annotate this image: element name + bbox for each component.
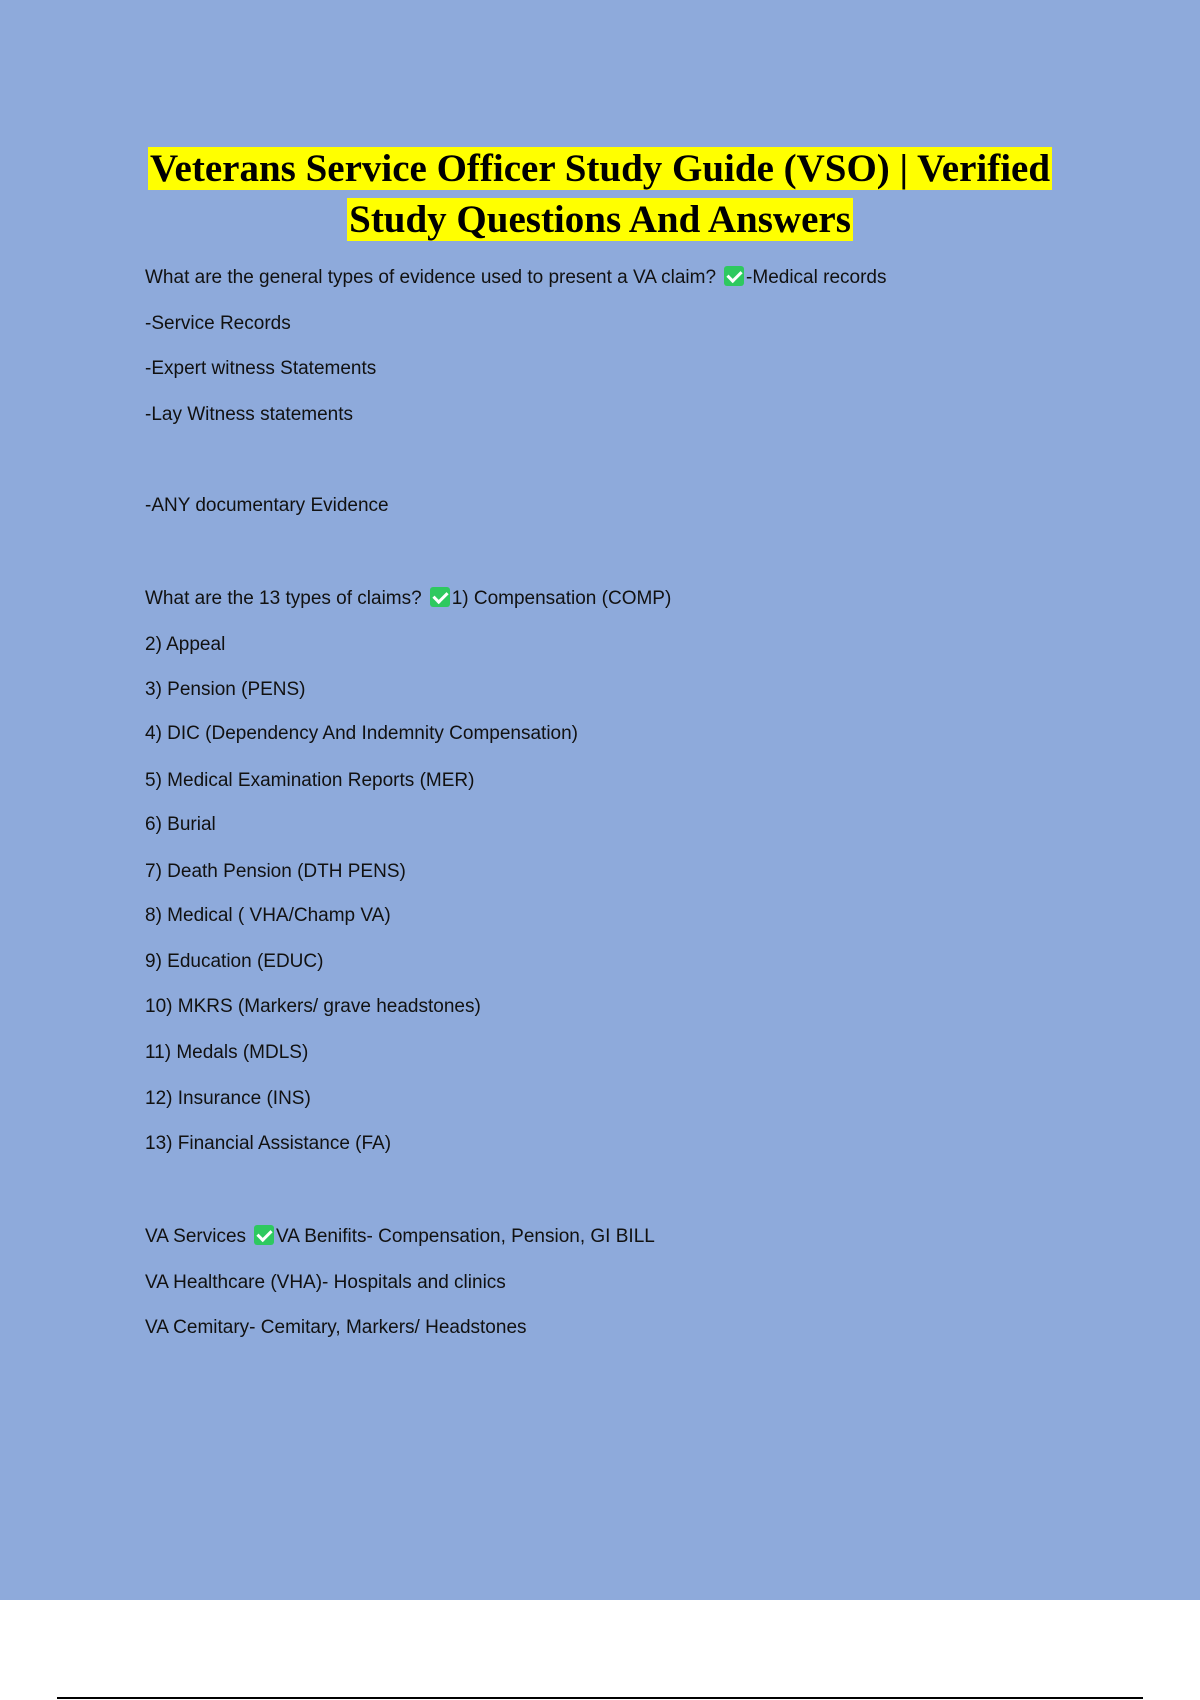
answer-item: 5) Medical Examination Reports (MER)	[145, 770, 475, 791]
check-mark-icon	[724, 266, 744, 286]
title-line-1: Veterans Service Officer Study Guide (VSO) | Verified	[149, 147, 1051, 190]
answer-item: VA Healthcare (VHA)- Hospitals and clinics	[145, 1272, 506, 1293]
answer-item: -ANY documentary Evidence	[145, 495, 389, 516]
answer-item: 6) Burial	[145, 814, 216, 835]
answer-item: 10) MKRS (Markers/ grave headstones)	[145, 996, 481, 1017]
answer-item: 8) Medical ( VHA/Champ VA)	[145, 905, 391, 926]
answer-item: VA Cemitary- Cemitary, Markers/ Headstones	[145, 1317, 527, 1338]
answer-text: 1) Compensation (COMP)	[451, 588, 672, 609]
question-evidence-types	[145, 266, 886, 290]
answer-item: 12) Insurance (INS)	[145, 1088, 311, 1109]
question-text: What are the 13 types of claims?	[145, 588, 422, 609]
check-mark-icon	[254, 1225, 274, 1245]
answer-item: 4) DIC (Dependency And Indemnity Compensation)	[145, 723, 579, 744]
answer-item: -Lay Witness statements	[145, 404, 354, 425]
answer-item: 2) Appeal	[145, 634, 226, 655]
question-claim-types	[145, 587, 671, 611]
answer-item: 3) Pension (PENS)	[145, 679, 306, 700]
answer-item: 11) Medals (MDLS)	[145, 1042, 309, 1063]
check-mark-icon	[430, 587, 450, 607]
title-line-2: Study Questions And Answers	[349, 198, 851, 241]
answer-item: 13) Financial Assistance (FA)	[145, 1133, 392, 1154]
answer-item: -Expert witness Statements	[145, 358, 377, 379]
answer-item: 7) Death Pension (DTH PENS)	[145, 861, 406, 882]
answer-text: -Medical records	[746, 267, 887, 288]
answer-text: VA Benifits- Compensation, Pension, GI BILL	[276, 1226, 655, 1247]
page-divider	[57, 1697, 1143, 1699]
document-title	[0, 143, 1200, 245]
answer-item: 9) Education (EDUC)	[145, 951, 324, 972]
question-va-services	[145, 1225, 655, 1249]
answer-item: -Service Records	[145, 313, 291, 334]
question-text: What are the general types of evidence used to present a VA claim?	[145, 267, 717, 288]
question-text: VA Services	[145, 1226, 247, 1247]
